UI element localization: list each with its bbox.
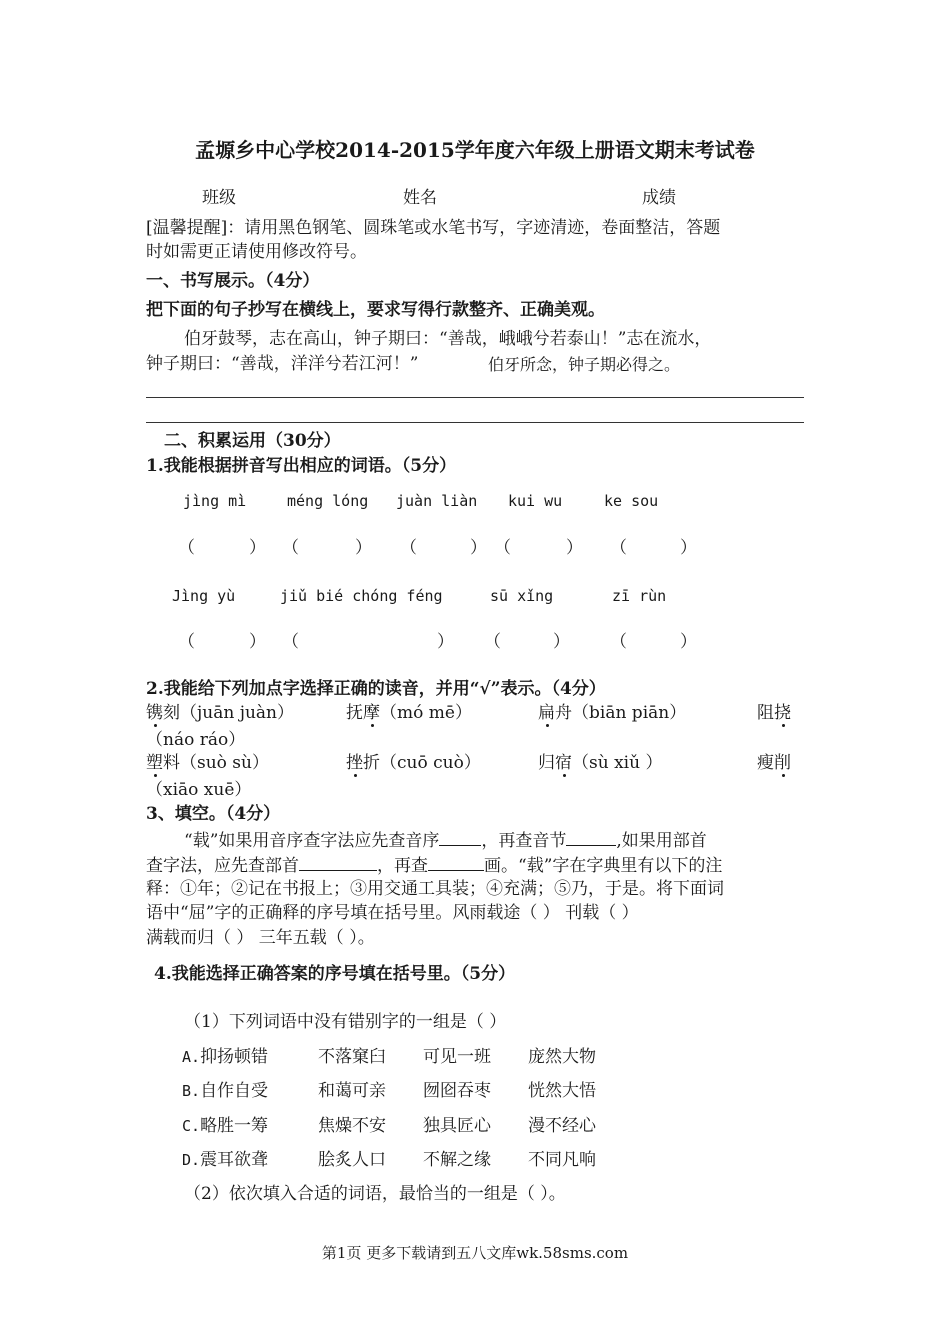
q2-item-shouxue-options: （xiāo xuē）: [146, 780, 252, 800]
dotted-char: 扁: [538, 703, 555, 723]
page-title: 孟塬乡中心学校2014-2015学年度六年级上册语文期末考试卷: [195, 138, 755, 162]
option-word: 震耳欲聋: [200, 1150, 269, 1170]
pinyin-jingmi: jìng mì: [183, 492, 247, 510]
answer-bracket-open: （: [178, 632, 195, 652]
q3-text: 画。“载”字在字典里有以下的注: [484, 856, 723, 876]
q2-item-prefix: 阻: [757, 703, 774, 723]
option-word: 自作自受: [200, 1081, 269, 1101]
option-a: [182, 1049, 268, 1066]
q2-item-text: 舟（biān piān）: [555, 703, 687, 723]
answer-bracket-open: （: [282, 538, 299, 558]
q1-title: 1.我能根据拼音写出相应的词语。（5分）: [146, 456, 457, 476]
option-word: 抑扬顿错: [200, 1047, 269, 1067]
q3-line-2: [146, 856, 722, 875]
q3-text: ,如果用部首: [616, 831, 707, 851]
q2-item-prefix: 归: [538, 753, 555, 773]
fill-blank[interactable]: [566, 831, 616, 846]
writing-line-2: [146, 422, 804, 423]
class-label: 班级: [202, 188, 236, 208]
copy-text-line-2: 钟子期曰：“善哉，洋洋兮若江河！”: [146, 354, 419, 374]
dotted-char: 摩: [363, 703, 380, 723]
pinyin-kuiwu: kui wu: [508, 492, 563, 510]
q3-line-4: 语中“屈”字的正确释的序号填在括号里。风雨载途（ ） 刊载（ ）: [146, 903, 639, 923]
option-word: 和蔼可亲: [318, 1081, 386, 1101]
pinyin-ziran: zī rùn: [612, 587, 667, 605]
q2-item-bianzhou: [538, 705, 686, 722]
pinyin-menglong: méng lóng: [287, 492, 369, 510]
reminder-line-2: 时如需更正请使用修改符号。: [146, 242, 367, 262]
q2-item-juanke: [146, 705, 294, 722]
q3-line-5: 满载而归（ ） 三年五载（ ）。: [146, 928, 375, 948]
fill-blank[interactable]: [428, 856, 484, 871]
q2-item-suliao: [146, 755, 269, 772]
dotted-char: 削: [774, 753, 791, 773]
q3-text: ，再查音节: [481, 831, 567, 851]
page-footer: 第1页 更多下载请到五八文库wk.58sms.com: [321, 1244, 629, 1262]
dotted-char: 镌: [146, 703, 163, 723]
option-word: 不同凡响: [528, 1150, 596, 1170]
q2-item-fumo: [346, 705, 472, 722]
answer-bracket-open: （: [282, 632, 299, 652]
q2-title: 2.我能给下列加点字选择正确的读音，并用“√”表示。（4分）: [146, 679, 606, 699]
reminder-line-1: [温馨提醒]：请用黑色钢笔、圆珠笔或水笔书写，字迹清迹，卷面整洁，答题: [146, 218, 721, 238]
q2-item-text: （mó mē）: [380, 703, 472, 723]
option-word: 不解之缘: [423, 1150, 491, 1170]
option-label: C.: [182, 1117, 201, 1135]
copy-text-line-2-end: 伯牙所念，钟子期必得之。: [488, 355, 681, 374]
q3-title: 3、填空。（4分）: [146, 804, 281, 824]
pinyin-kesou: ke sou: [604, 492, 659, 510]
option-word: 焦燥不安: [318, 1116, 386, 1136]
answer-bracket-close: ）: [355, 538, 372, 558]
q3-text: “载”如果用音序查字法应先查音序: [184, 831, 440, 851]
dotted-char: 挫: [346, 753, 363, 773]
q2-item-text: 刻（juān juàn）: [163, 703, 295, 723]
q3-text: 查字法，应先查部首: [146, 856, 299, 876]
name-label: 姓名: [403, 188, 437, 208]
q2-item-guisu: [538, 755, 662, 772]
pinyin-suxing: sū xǐng: [490, 587, 554, 605]
answer-bracket-close: ）: [680, 538, 697, 558]
score-label: 成绩: [642, 188, 676, 208]
dotted-char: 宿: [555, 753, 572, 773]
answer-bracket-close: ）: [437, 632, 454, 652]
option-word: 独具匠心: [423, 1116, 491, 1136]
q2-item-zunao-options: （náo ráo）: [146, 730, 246, 750]
q2-item-zunao: [757, 705, 791, 722]
q2-item-prefix: 瘦: [757, 753, 774, 773]
q3-line-1: [184, 831, 707, 850]
fill-blank[interactable]: [299, 856, 377, 871]
option-c: [182, 1118, 268, 1135]
option-label: D.: [182, 1151, 201, 1169]
answer-bracket-open: （: [610, 538, 627, 558]
q2-item-text: （sù xiǔ ）: [572, 753, 663, 773]
option-word: 囫囵吞枣: [423, 1081, 491, 1101]
answer-bracket-close: ）: [249, 632, 266, 652]
answer-bracket-close: ）: [680, 632, 697, 652]
answer-bracket-open: （: [494, 538, 511, 558]
section-2-title: 二、积累运用（30分）: [164, 431, 341, 451]
q2-item-prefix: 抚: [346, 703, 363, 723]
q4-title: 4.我能选择正确答案的序号填在括号里。（5分）: [154, 964, 516, 984]
q3-line-3: 释：①年；②记在书报上；③用交通工具装；④充满；⑤乃，于是。将下面词: [146, 879, 724, 899]
option-b: [182, 1083, 268, 1100]
q4-sub-question-2: （2）依次填入合适的词语，最恰当的一组是（ ）。: [184, 1184, 566, 1204]
option-word: 可见一班: [423, 1047, 491, 1067]
answer-bracket-close: ）: [249, 538, 266, 558]
option-word: 庞然大物: [528, 1047, 596, 1067]
option-word: 脍炙人口: [318, 1150, 386, 1170]
answer-bracket-close: ）: [470, 538, 487, 558]
writing-line-1: [146, 397, 804, 398]
option-word: 略胜一筹: [200, 1116, 269, 1136]
answer-bracket-open: （: [610, 632, 627, 652]
q3-text: ，再查: [377, 856, 428, 876]
fill-blank[interactable]: [439, 831, 481, 846]
answer-bracket-close: ）: [566, 538, 583, 558]
answer-bracket-open: （: [400, 538, 417, 558]
q2-item-cuozhe: [346, 755, 481, 772]
answer-bracket-open: （: [484, 632, 501, 652]
pinyin-juanlian: juàn liàn: [396, 492, 478, 510]
pinyin-jiubiechongfeng: jiǔ bié chóng féng: [280, 587, 443, 605]
option-d: [182, 1152, 268, 1169]
dotted-char: 塑: [146, 753, 163, 773]
option-word: 恍然大悟: [528, 1081, 596, 1101]
answer-bracket-open: （: [178, 538, 195, 558]
option-label: A.: [182, 1048, 201, 1066]
section-1-title: 一、书写展示。（4分）: [146, 271, 320, 291]
option-word: 漫不经心: [528, 1116, 596, 1136]
q2-item-text: 料（suò sù）: [163, 753, 269, 773]
q2-item-text: 折（cuō cuò）: [363, 753, 481, 773]
q4-sub-question-1: （1）下列词语中没有错别字的一组是（ ）: [184, 1012, 507, 1032]
copy-text-line-1: 伯牙鼓琴，志在高山，钟子期曰：“善哉，峨峨兮若泰山！”志在流水，: [184, 329, 712, 349]
dotted-char: 挠: [774, 703, 791, 723]
section-1-instruction: 把下面的句子抄写在横线上，要求写得行款整齐、正确美观。: [146, 300, 605, 320]
answer-bracket-close: ）: [553, 632, 570, 652]
option-label: B.: [182, 1082, 201, 1100]
pinyin-jingyu: Jìng yù: [172, 587, 236, 605]
q2-item-shouxue: [757, 755, 791, 772]
option-word: 不落窠臼: [318, 1047, 386, 1067]
